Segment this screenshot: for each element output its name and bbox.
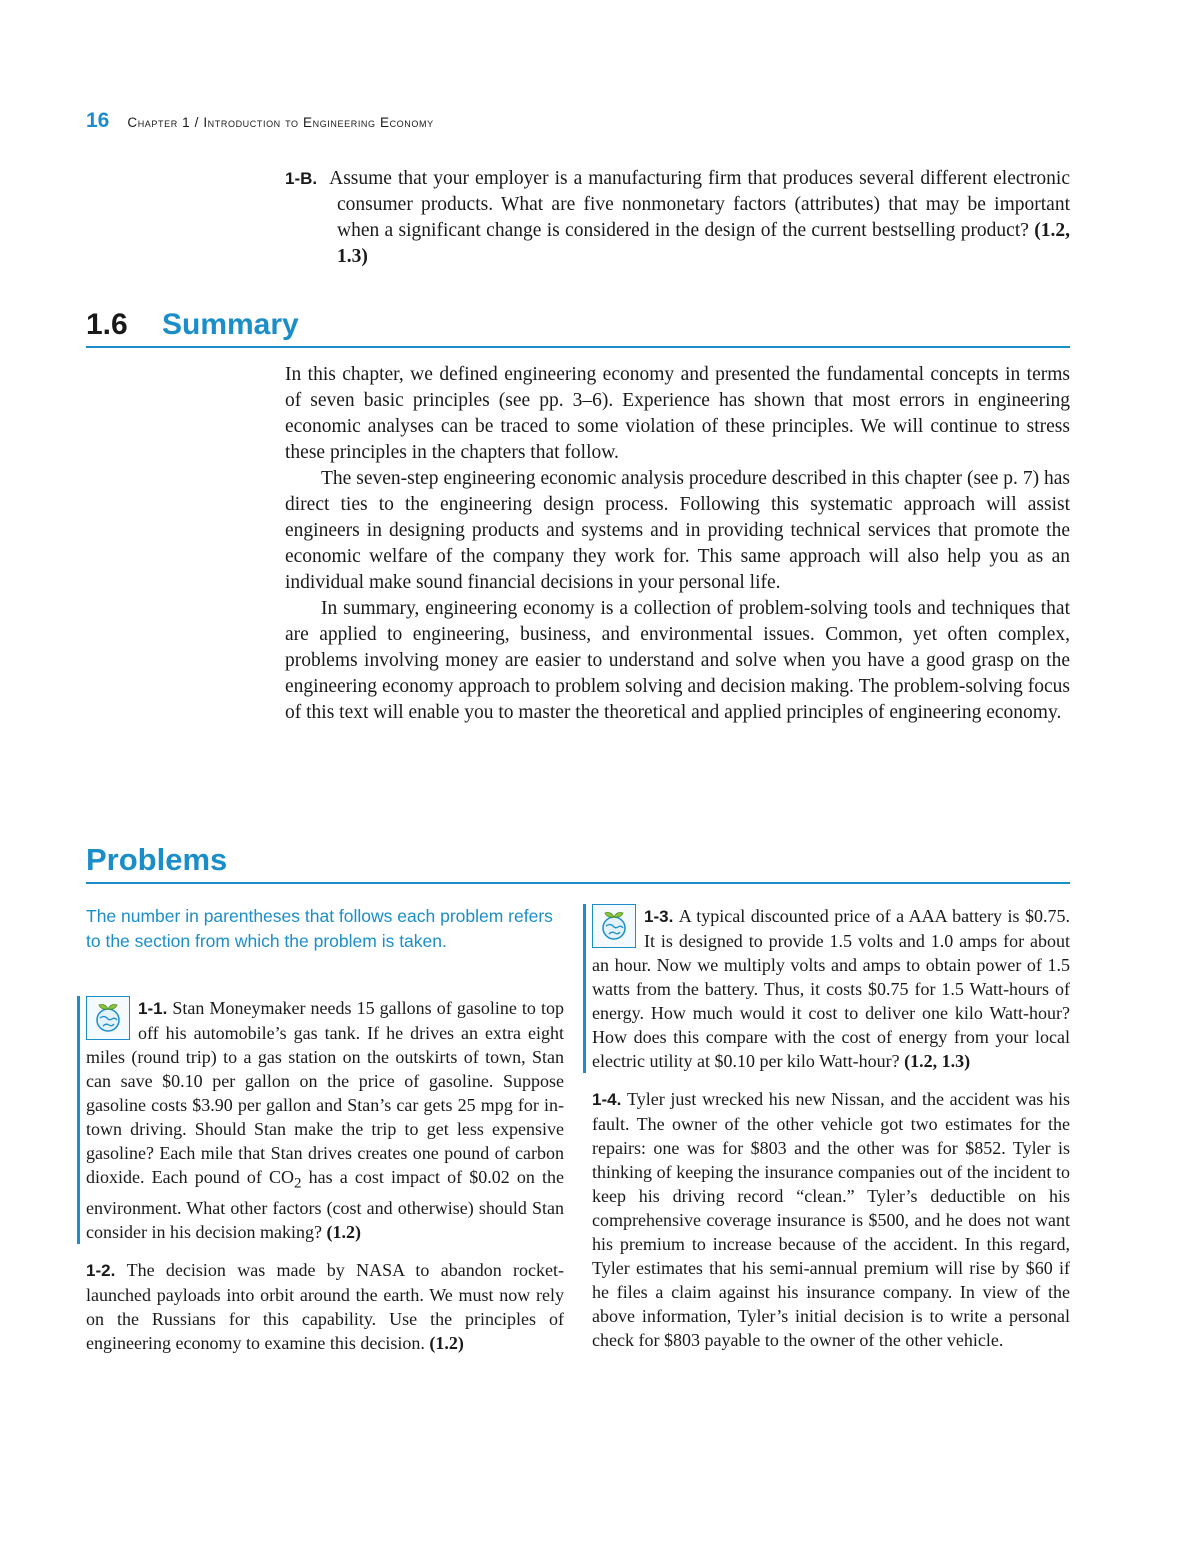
globe-sustainability-icon	[592, 904, 636, 948]
problem-1-1	[77, 996, 564, 1244]
problem-text: Assume that your employer is a manufacturing firm that produces several different electronic consumer products. What are five nonmonetary factors (attributes) that may be important when a significant change is considered in the design of the current bestselling product?	[329, 168, 1070, 241]
problem-1-b	[285, 166, 1070, 270]
section-reference: (1.2, 1.3)	[337, 220, 1070, 267]
section-reference: (1.2, 1.3)	[904, 1051, 971, 1071]
problem-text: Tyler just wrecked his new Nissan, and the accident was his fault. The owner of the other vehicle got two estimates for the repairs: one was for $803 and the other was for $852. Tyler is thinking of keeping the insurance companies out of the incident to keep his driving record “clean.” Tyler’s deductible on his comprehensive coverage insurance is $500, and he does not want his premium to increase because of the accident. In this regard, Tyler estimates that his semi-annual premium will rise by $60 if he files a claim against his insurance company. In view of the above information, Tyler’s initial decision is to write a personal check for $803 payable to the owner of the other vehicle.	[592, 1089, 1071, 1350]
problems-column-left	[86, 904, 564, 1369]
problem-text: The decision was made by NASA to abandon rocket-launched payloads into orbit around the earth. We must now rely on the Russians for this capability. Use the principles of engineering economy to examine this decision.	[86, 1259, 564, 1353]
summary-body	[285, 362, 1070, 726]
problem-number: 1-1.	[138, 999, 168, 1018]
page-number: 16	[86, 109, 110, 132]
problem-1-4	[592, 1087, 1070, 1352]
problem-number: 1-2.	[86, 1260, 116, 1280]
problems-column-right	[592, 904, 1070, 1366]
summary-paragraph: In summary, engineering economy is a collection of problem-solving tools and techniques that are applied to engineering, business, and environmental issues. Common, yet often complex, problems involving money are easier to understand and solve when you have a good grasp on the engineering economy approach to problem solving and decision making. The problem-solving focus of this text will enable you to master the theoretical and applied principles of engineering economy.	[285, 598, 1070, 723]
section-reference: (1.2)	[429, 1332, 464, 1353]
section-heading	[86, 308, 1070, 348]
section-number: 1.6	[86, 308, 128, 341]
problems-heading: Problems	[86, 842, 1070, 884]
problem-number: 1-3.	[644, 907, 674, 926]
subscript: 2	[294, 1175, 302, 1192]
summary-paragraph: In this chapter, we defined engineering economy and presented the fundamental concepts in terms of seven basic principles (see pp. 3–6). Experience has shown that most errors in engineering economic analyses can be traced to some violation of these principles. We will continue to stress these principles in the chapters that follow.	[285, 364, 1070, 463]
running-head	[86, 109, 434, 133]
problem-number: 1-4.	[592, 1090, 622, 1109]
problems-note: The number in parentheses that follows each problem refers to the section from which the problem is taken.	[86, 906, 553, 951]
summary-paragraph: The seven-step engineering economic analysis procedure described in this chapter (see p. 7) has direct ties to the engineering design process. Following this systematic approach will assist engineers in designing products and systems and in providing technical services that promote the economic welfare of the company they work for. This same approach will also help you as an individual make sound financial decisions in your personal life.	[285, 468, 1070, 593]
chapter-title: Chapter 1 / Introduction to Engineering Economy	[127, 115, 434, 130]
globe-sustainability-icon	[86, 996, 130, 1040]
problem-text: A typical discounted price of a AAA battery is $0.75. It is designed to provide 1.5 volts and 1.0 amps for about an hour. Now we multiply volts and amps to obtain power of 1.5 watts from the battery. Thus, it costs $0.75 for 1.5 Watt-hours of energy. How much would it cost to deliver one kilo Watt-hour? How does this compare with the cost of energy from your local electric utility at $0.10 per kilo Watt-hour?	[592, 906, 1071, 1071]
problem-text-continued: has a cost impact of $0.02 on the environment. What other factors (cost and otherwise) should Stan consider in his decision making?	[86, 1167, 564, 1242]
section-reference: (1.2)	[326, 1221, 361, 1242]
section-title: Summary	[162, 308, 299, 341]
problem-1-2	[86, 1258, 564, 1355]
problem-number: 1-B.	[285, 169, 318, 188]
problem-1-3	[583, 904, 1070, 1073]
problem-text: Stan Moneymaker needs 15 gallons of gasoline to top off his automobile’s gas tank. If he drives an extra eight miles (round trip) to a gas station on the outskirts of town, Stan can save $0.10 per gallon on the price of gasoline. Suppose gasoline costs $3.90 per gallon and Stan’s car gets 25 mpg for in-town driving. Should Stan make the trip to get less expensive gasoline? Each mile that Stan drives creates one pound of carbon dioxide. Each pound of CO	[86, 998, 565, 1187]
